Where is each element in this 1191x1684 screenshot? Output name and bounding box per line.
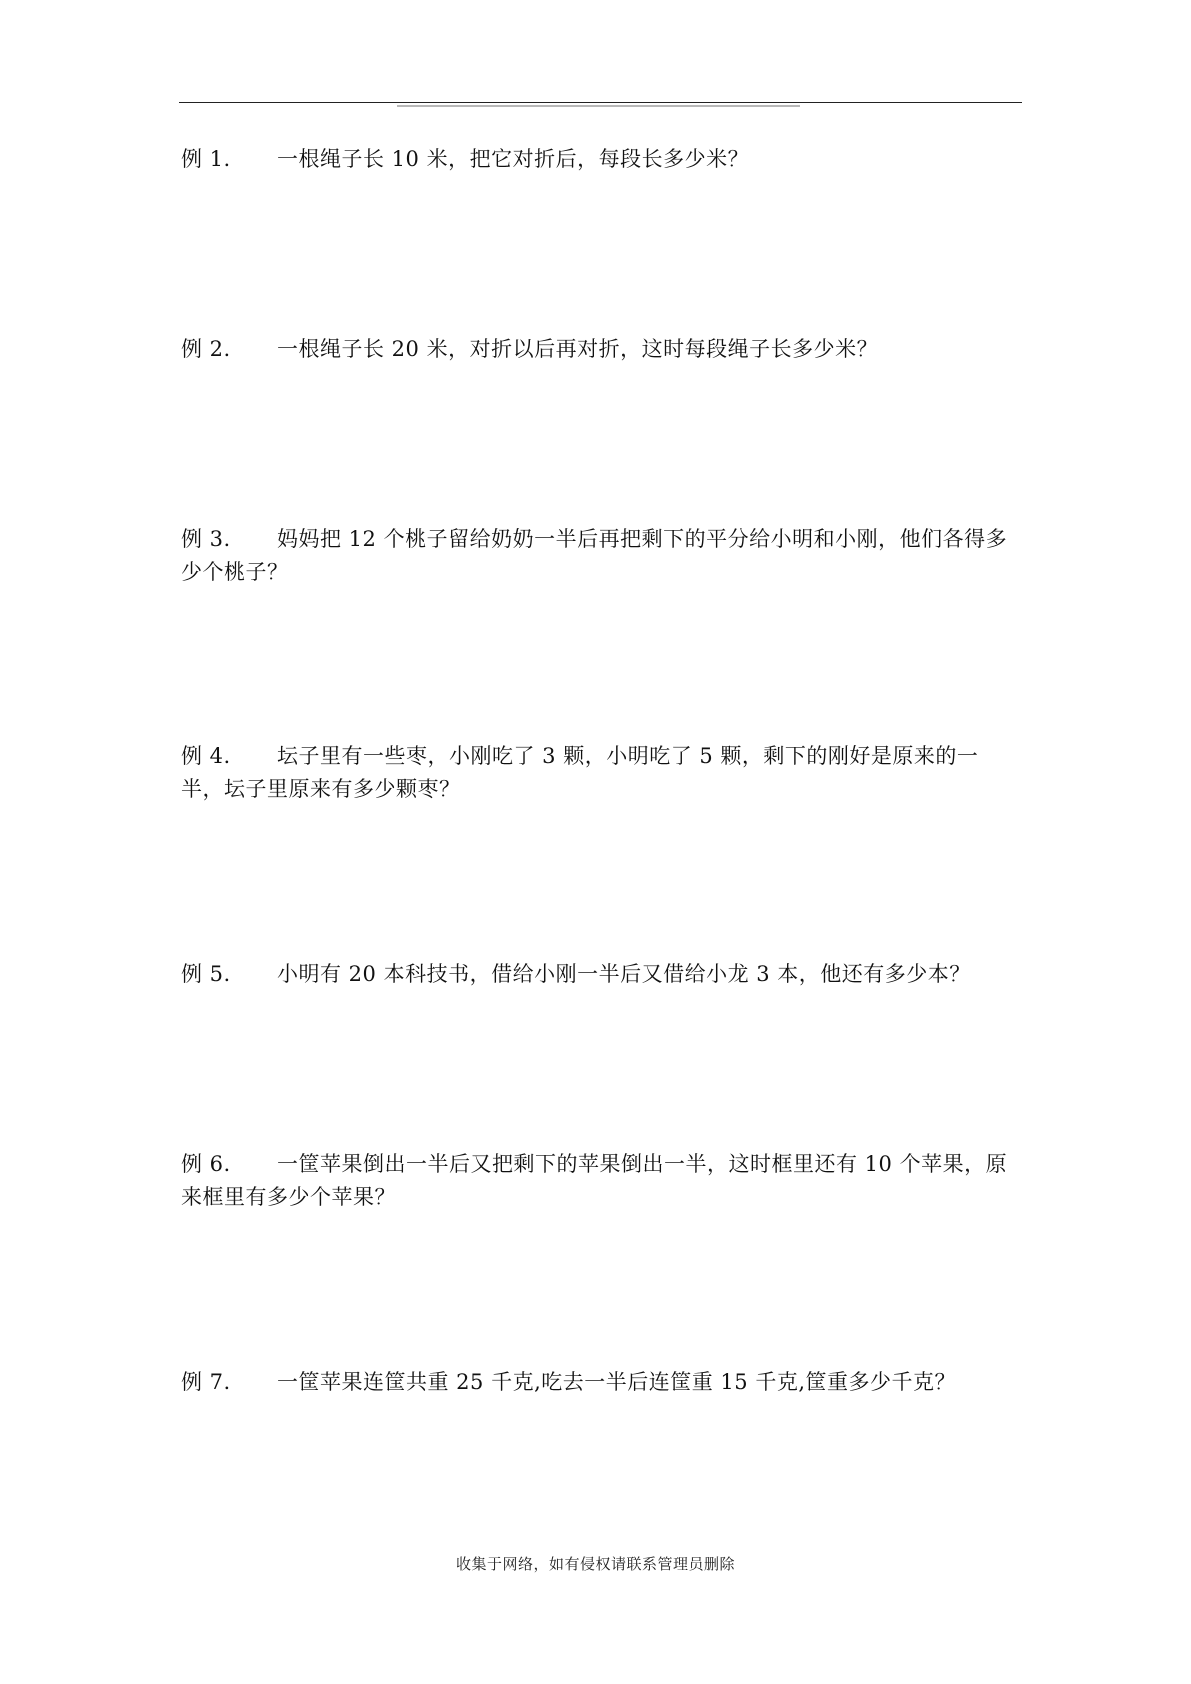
header-rule (179, 102, 1022, 103)
problem-number: 例 6. (181, 1152, 231, 1176)
problem-number: 例 5. (181, 962, 231, 986)
problem-text: 一筐苹果连筐共重 25 千克,吃去一半后连筐重 15 千克,筐重多少千克？ (277, 1370, 956, 1394)
problem-3 (181, 523, 1021, 589)
problem-text: 妈妈把 12 个桃子留给奶奶一半后再把剩下的平分给小明和小刚，他们各得多少个桃子？ (181, 527, 1008, 584)
problem-2 (181, 333, 1021, 366)
footer-note: 收集于网络，如有侵权请联系管理员删除 (455, 1555, 735, 1573)
problem-text: 一根绳子长 20 米，对折以后再对折，这时每段绳子长多少米？ (277, 337, 879, 361)
problem-7 (181, 1366, 1021, 1399)
problem-number: 例 3. (181, 527, 231, 551)
problem-text: 一筐苹果倒出一半后又把剩下的苹果倒出一半，这时框里还有 10 个苹果，原来框里有多少个苹果？ (181, 1152, 1008, 1209)
problem-number: 例 7. (181, 1370, 231, 1394)
problem-number: 例 4. (181, 744, 231, 768)
problem-number: 例 2. (181, 337, 231, 361)
problem-1 (181, 143, 1021, 176)
problem-number: 例 1. (181, 147, 231, 171)
problem-4 (181, 740, 1021, 806)
problem-6 (181, 1148, 1021, 1214)
problem-text: 一根绳子长 10 米，把它对折后，每段长多少米？ (277, 147, 750, 171)
problem-text: 坛子里有一些枣，小刚吃了 3 颗，小明吃了 5 颗，剩下的刚好是原来的一半，坛子里原来有多少颗枣？ (181, 744, 979, 801)
problem-text: 小明有 20 本科技书，借给小刚一半后又借给小龙 3 本，他还有多少本？ (277, 962, 971, 986)
header-rule-shadow (397, 105, 800, 107)
problem-5 (181, 958, 1021, 991)
